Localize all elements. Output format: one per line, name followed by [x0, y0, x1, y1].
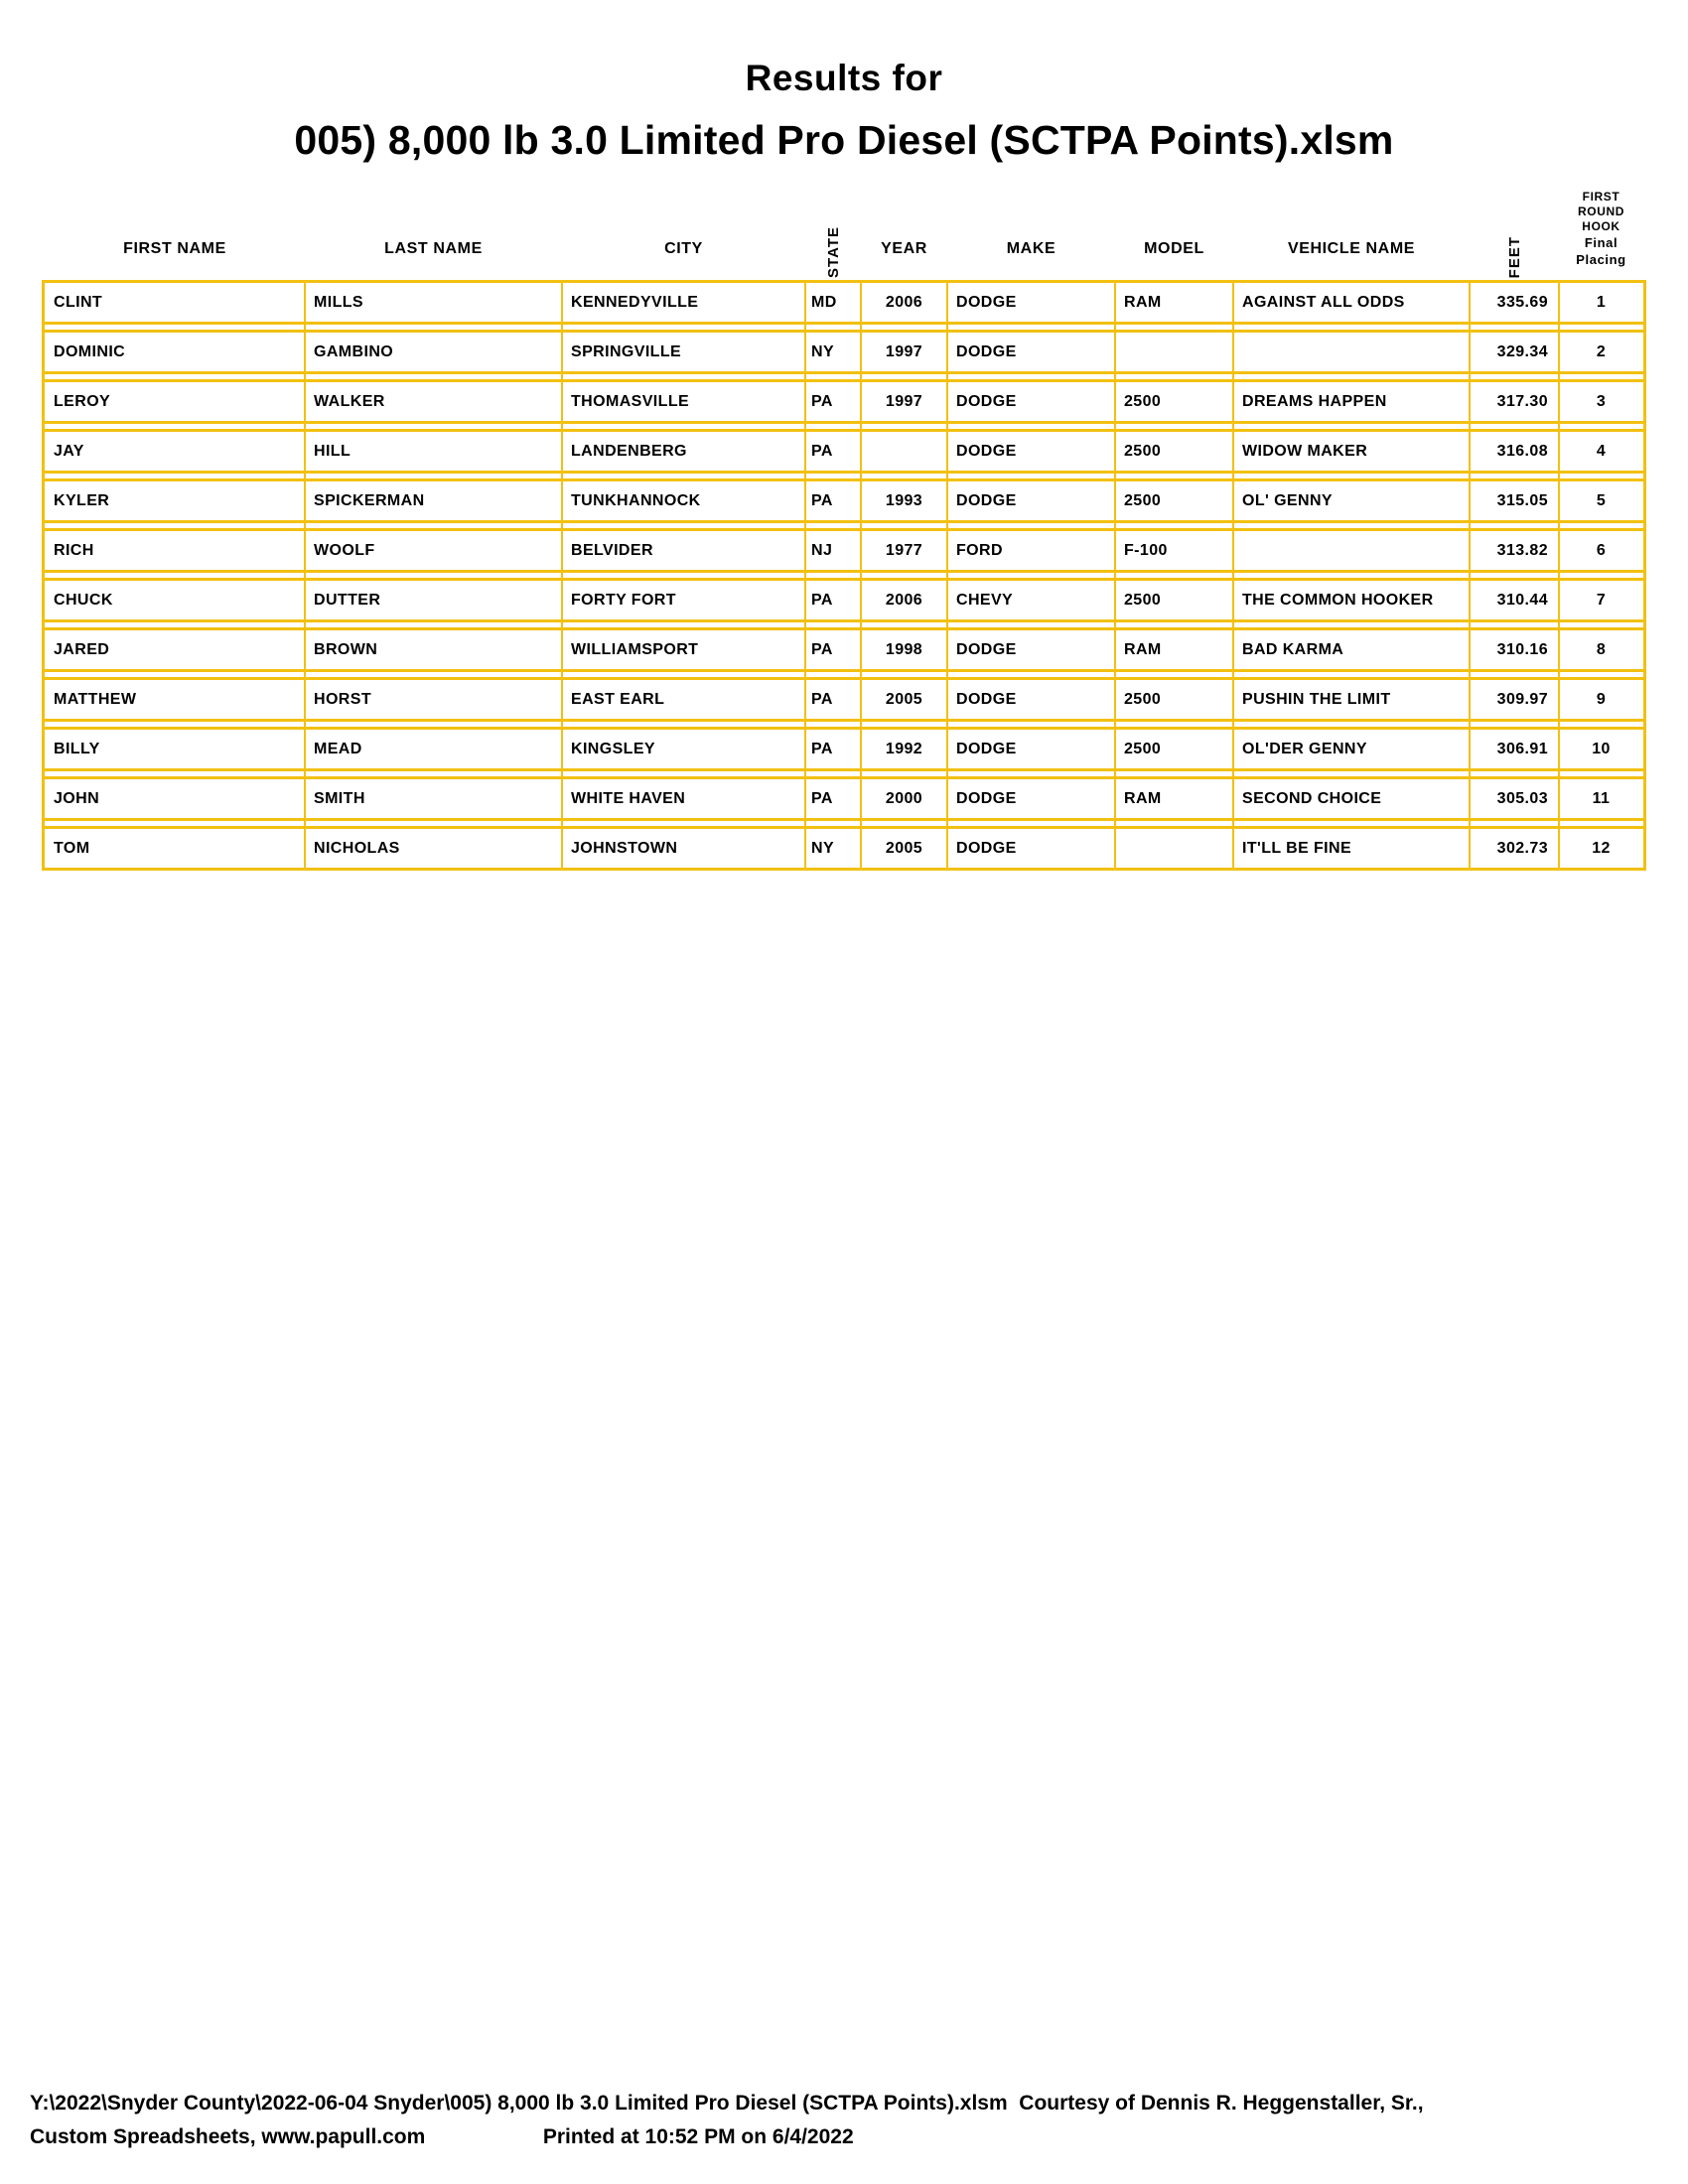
- table-row: [45, 627, 1643, 672]
- column-divider: [304, 280, 306, 871]
- table-row: [45, 280, 1643, 325]
- cell-year: 1993: [885, 492, 923, 509]
- cell-vehicle-name: DREAMS HAPPEN: [1242, 393, 1387, 410]
- cell-last-name: GAMBINO: [314, 343, 394, 360]
- col-header-placing-line3: Final Placing: [1576, 235, 1626, 267]
- cell-first-name: CHUCK: [54, 592, 113, 609]
- table-row: [45, 826, 1643, 871]
- cell-model: 2500: [1124, 592, 1162, 609]
- cell-state: PA: [811, 790, 833, 807]
- cell-make: CHEVY: [956, 592, 1014, 609]
- cell-city: FORTY FORT: [571, 592, 676, 609]
- cell-vehicle-name: BAD KARMA: [1242, 641, 1344, 658]
- cell-last-name: MEAD: [314, 741, 362, 757]
- col-header-state-label: STATE: [824, 226, 842, 278]
- cell-vehicle-name: OL' GENNY: [1242, 492, 1333, 509]
- cell-placing: 12: [1592, 840, 1611, 857]
- cell-year: 2006: [885, 592, 923, 609]
- cell-vehicle-name: [1233, 531, 1470, 570]
- cell-model: [1115, 829, 1233, 868]
- cell-placing: 1: [1596, 294, 1607, 311]
- col-header-vehicle-name: VEHICLE NAME: [1287, 240, 1416, 257]
- cell-vehicle-name: WIDOW MAKER: [1242, 443, 1368, 460]
- col-header-state: [805, 199, 861, 280]
- cell-last-name: HILL: [314, 443, 352, 460]
- cell-model: 2500: [1124, 691, 1162, 708]
- cell-state: PA: [811, 492, 833, 509]
- cell-vehicle-name: IT'LL BE FINE: [1242, 840, 1352, 857]
- cell-first-name: JAY: [54, 443, 84, 460]
- cell-state: PA: [811, 393, 833, 410]
- cell-placing: 10: [1592, 741, 1611, 757]
- column-divider: [946, 280, 948, 871]
- cell-model: 2500: [1124, 492, 1162, 509]
- cell-city: EAST EARL: [571, 691, 665, 708]
- col-header-year: YEAR: [881, 240, 927, 257]
- cell-placing: 7: [1596, 592, 1607, 609]
- col-header-placing-line2: HOOK: [1582, 219, 1620, 233]
- table-row: [45, 379, 1643, 424]
- cell-make: FORD: [956, 542, 1003, 559]
- cell-state: PA: [811, 443, 833, 460]
- cell-first-name: LEROY: [54, 393, 111, 410]
- cell-year: 1992: [885, 741, 923, 757]
- cell-state: NJ: [811, 542, 833, 559]
- cell-feet: 302.73: [1496, 840, 1548, 857]
- cell-placing: 5: [1596, 492, 1607, 509]
- cell-city: BELVIDER: [571, 542, 653, 559]
- cell-make: DODGE: [956, 492, 1017, 509]
- cell-year: 1977: [885, 542, 923, 559]
- cell-model: 2500: [1124, 443, 1162, 460]
- column-divider: [1558, 280, 1560, 871]
- cell-feet: 306.91: [1496, 741, 1548, 757]
- footer-printed-timestamp: Printed at 10:52 PM on 6/4/2022: [542, 2125, 854, 2148]
- cell-model: 2500: [1124, 741, 1162, 757]
- cell-model: F-100: [1124, 542, 1168, 559]
- col-header-last-name: LAST NAME: [384, 240, 483, 257]
- cell-feet: 315.05: [1496, 492, 1548, 509]
- col-header-make: MAKE: [1006, 240, 1056, 257]
- cell-vehicle-name: SECOND CHOICE: [1242, 790, 1382, 807]
- cell-placing: 9: [1596, 691, 1607, 708]
- cell-vehicle-name: OL'DER GENNY: [1242, 741, 1367, 757]
- cell-year: 1998: [885, 641, 923, 658]
- cell-placing: 6: [1596, 542, 1607, 559]
- cell-state: NY: [811, 840, 835, 857]
- cell-last-name: HORST: [314, 691, 371, 708]
- cell-make: DODGE: [956, 691, 1017, 708]
- table-row: [45, 528, 1643, 573]
- cell-placing: 2: [1596, 343, 1607, 360]
- cell-feet: 310.44: [1496, 592, 1548, 609]
- cell-last-name: NICHOLAS: [314, 840, 400, 857]
- cell-first-name: RICH: [54, 542, 94, 559]
- cell-feet: 329.34: [1496, 343, 1548, 360]
- cell-first-name: MATTHEW: [54, 691, 137, 708]
- footer-file-path: Y:\2022\Snyder County\2022-06-04 Snyder\005) 8,000 lb 3.0 Limited Pro Diesel (SCTPA Points).xlsm Courtesy of Dennis R. Heggenstaller, Sr.,: [30, 2092, 1424, 2115]
- cell-make: DODGE: [956, 343, 1017, 360]
- col-header-model: MODEL: [1144, 240, 1204, 257]
- cell-last-name: SPICKERMAN: [314, 492, 425, 509]
- cell-city: KINGSLEY: [571, 741, 655, 757]
- cell-model: [1115, 333, 1233, 371]
- col-header-city: CITY: [664, 240, 703, 257]
- cell-vehicle-name: [1233, 333, 1470, 371]
- page-title: Results for: [745, 58, 943, 98]
- cell-state: PA: [811, 592, 833, 609]
- cell-first-name: JOHN: [54, 790, 100, 807]
- cell-last-name: DUTTER: [314, 592, 381, 609]
- cell-last-name: WOOLF: [314, 542, 375, 559]
- cell-year: 2005: [885, 691, 923, 708]
- table-body: [42, 280, 1646, 871]
- cell-placing: 3: [1596, 393, 1607, 410]
- cell-first-name: TOM: [54, 840, 90, 857]
- column-divider: [804, 280, 806, 871]
- cell-state: PA: [811, 741, 833, 757]
- results-table: [42, 190, 1646, 871]
- col-header-feet-label: FEET: [1505, 235, 1523, 278]
- cell-feet: 313.82: [1496, 542, 1548, 559]
- cell-model: RAM: [1124, 790, 1162, 807]
- cell-city: JOHNSTOWN: [571, 840, 678, 857]
- table-row: [45, 677, 1643, 722]
- cell-first-name: JARED: [54, 641, 110, 658]
- cell-city: LANDENBERG: [571, 443, 687, 460]
- col-header-feet: [1470, 199, 1559, 280]
- cell-year: 1997: [885, 393, 923, 410]
- cell-city: WILLIAMSPORT: [571, 641, 699, 658]
- cell-make: DODGE: [956, 443, 1017, 460]
- cell-last-name: BROWN: [314, 641, 378, 658]
- cell-last-name: MILLS: [314, 294, 363, 311]
- page-footer: [30, 2091, 1668, 2150]
- cell-vehicle-name: THE COMMON HOOKER: [1242, 592, 1434, 609]
- cell-placing: 8: [1596, 641, 1607, 658]
- column-divider: [1114, 280, 1116, 871]
- footer-line2: [30, 2124, 1668, 2150]
- table-row: [45, 727, 1643, 771]
- cell-state: PA: [811, 641, 833, 658]
- col-header-first-name: FIRST NAME: [123, 240, 226, 257]
- cell-make: DODGE: [956, 393, 1017, 410]
- cell-feet: 305.03: [1496, 790, 1548, 807]
- cell-year: [861, 432, 947, 471]
- cell-model: RAM: [1124, 641, 1162, 658]
- table-row: [45, 776, 1643, 821]
- cell-state: PA: [811, 691, 833, 708]
- cell-year: 1997: [885, 343, 923, 360]
- table-row: [45, 478, 1643, 523]
- cell-feet: 335.69: [1496, 294, 1548, 311]
- cell-feet: 316.08: [1496, 443, 1548, 460]
- cell-make: DODGE: [956, 790, 1017, 807]
- cell-state: NY: [811, 343, 835, 360]
- cell-make: DODGE: [956, 294, 1017, 311]
- col-header-placing-line1: FIRST ROUND: [1578, 190, 1624, 218]
- col-header-placing: [1559, 190, 1643, 280]
- cell-make: DODGE: [956, 641, 1017, 658]
- cell-vehicle-name: PUSHIN THE LIMIT: [1242, 691, 1391, 708]
- cell-model: RAM: [1124, 294, 1162, 311]
- column-divider: [1232, 280, 1234, 871]
- column-divider: [860, 280, 862, 871]
- cell-feet: 309.97: [1496, 691, 1548, 708]
- cell-state: MD: [811, 294, 837, 311]
- cell-make: DODGE: [956, 741, 1017, 757]
- table-header-row: [42, 190, 1646, 280]
- cell-city: SPRINGVILLE: [571, 343, 682, 360]
- cell-feet: 310.16: [1496, 641, 1548, 658]
- table-row: [45, 330, 1643, 374]
- cell-first-name: KYLER: [54, 492, 110, 509]
- table-row: [45, 578, 1643, 622]
- cell-first-name: CLINT: [54, 294, 103, 311]
- cell-city: THOMASVILLE: [571, 393, 690, 410]
- table-row: [45, 429, 1643, 474]
- cell-year: 2005: [885, 840, 923, 857]
- cell-vehicle-name: AGAINST ALL ODDS: [1242, 294, 1405, 311]
- cell-placing: 11: [1592, 790, 1611, 807]
- cell-placing: 4: [1596, 443, 1607, 460]
- cell-last-name: SMITH: [314, 790, 365, 807]
- cell-city: WHITE HAVEN: [571, 790, 686, 807]
- cell-city: TUNKHANNOCK: [571, 492, 701, 509]
- file-title: 005) 8,000 lb 3.0 Limited Pro Diesel (SCTPA Points).xlsm: [294, 117, 1394, 163]
- cell-year: 2006: [885, 294, 923, 311]
- cell-feet: 317.30: [1496, 393, 1548, 410]
- column-divider: [561, 280, 563, 871]
- cell-year: 2000: [885, 790, 923, 807]
- column-divider: [1469, 280, 1471, 871]
- cell-last-name: WALKER: [314, 393, 385, 410]
- cell-first-name: BILLY: [54, 741, 100, 757]
- cell-first-name: DOMINIC: [54, 343, 126, 360]
- cell-model: 2500: [1124, 393, 1162, 410]
- cell-make: DODGE: [956, 840, 1017, 857]
- footer-credit: Custom Spreadsheets, www.papull.com: [30, 2125, 426, 2148]
- cell-city: KENNEDYVILLE: [571, 294, 699, 311]
